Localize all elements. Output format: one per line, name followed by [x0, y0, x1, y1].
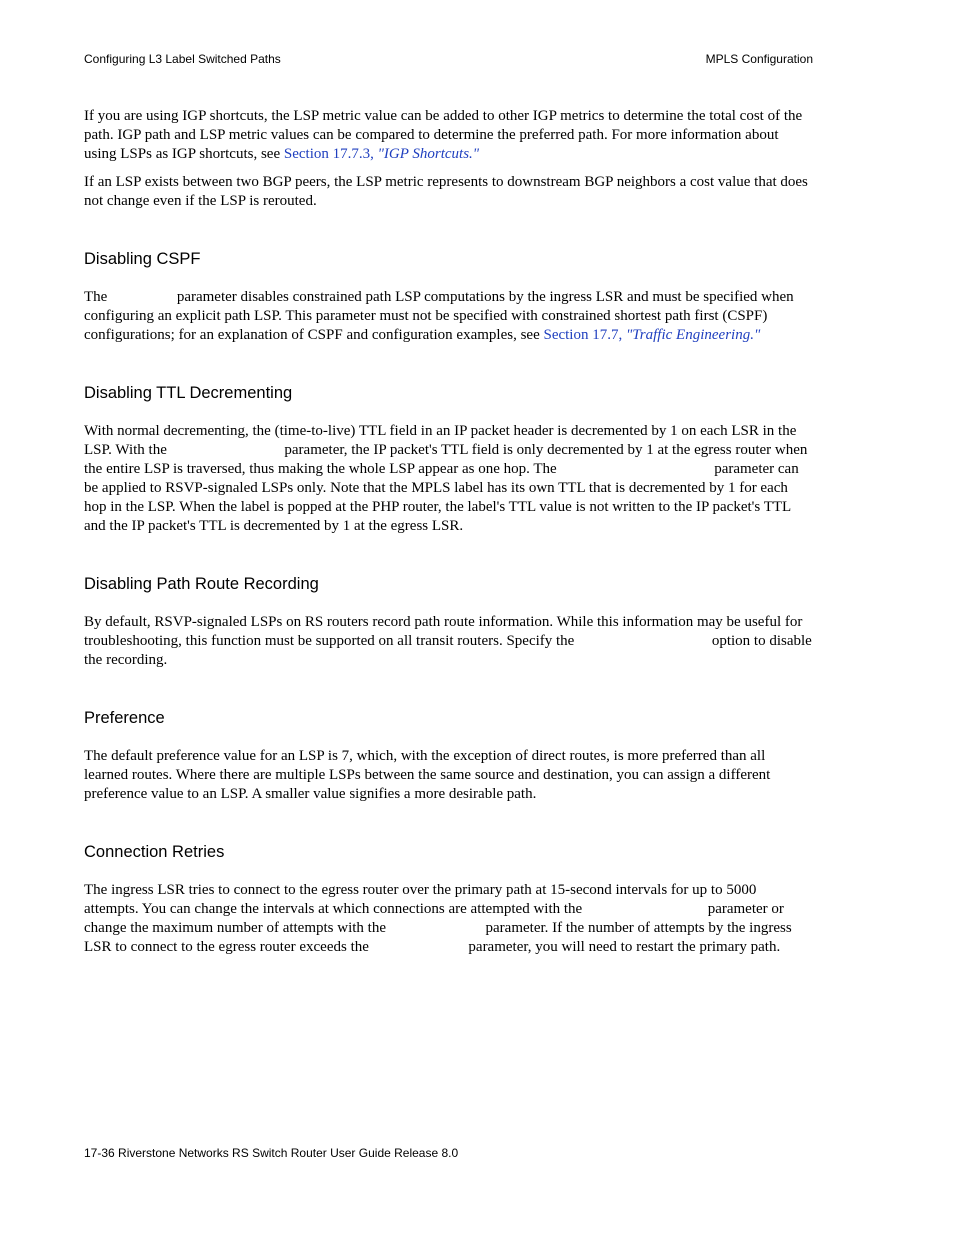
page-footer: 17-36 Riverstone Networks RS Switch Router User Guide Release 8.0 [84, 1146, 459, 1160]
retries-paragraph: The ingress LSR tries to connect to the egress router over the primary path at 15-second intervals for up to 5000 attempts. You can change the intervals at which connections are attempted with the parameter or change the maximum number of attempts with the parameter. If the number of attempts by the ingress LSR to connect to the egress router exceeds the parameter, you will need to restart the primary path. [84, 882, 792, 955]
heading-connection-retries: Connection Retries [84, 843, 225, 861]
intro-paragraph-2: If an LSP exists between two BGP peers, the LSP metric represents to downstream BGP neighbors a cost value that does not change even if the LSP is rerouted. [84, 174, 808, 209]
ttl-paragraph: With normal decrementing, the (time-to-live) TTL field in an IP packet header is decremented by 1 on each LSR in the LSP. With the parameter, the IP packet's TTL field is only decremented by 1 at the egress router when the entire LSP is traversed, thus making the whole LSP appear as one hop. The parameter can be applied to RSVP-signaled LSPs only. Note that the MPLS label has its own TTL that is decremented by 1 for each hop in the LSP. When the label is popped at the PHP router, the label's TTL value is not written to the IP packet's TTL and the IP packet's TTL is decremented by 1 at the egress LSR. [84, 423, 808, 534]
heading-disabling-ttl: Disabling TTL Decrementing [84, 384, 293, 402]
link-igp-shortcuts[interactable]: Section 17.7.3, "IGP Shortcuts." [283, 146, 480, 162]
cspf-paragraph: The parameter disables constrained path LSP computations by the ingress LSR and must be specified when configuring an explicit path LSP. This parameter must not be specified with constrained shortest path first (CSPF) configurations; for an explanation of CSPF and configuration examples, see Section 17.7, "Traffic Engineering." [84, 289, 794, 343]
heading-disabling-cspf: Disabling CSPF [84, 250, 201, 268]
running-header-left: Configuring L3 Label Switched Paths [84, 52, 281, 66]
heading-preference: Preference [84, 709, 165, 727]
preference-paragraph: The default preference value for an LSP is 7, which, with the exception of direct routes, is more preferred than all learned routes. Where there are multiple LSPs between the same source and destination, you can assign a different preference value to an LSP. A smaller value signifies a more desirable path. [84, 748, 771, 802]
intro-paragraph-1: If you are using IGP shortcuts, the LSP metric value can be added to other IGP metrics to determine the total cost of the path. IGP path and LSP metric values can be compared to determine the preferred path. For more information about using LSPs as IGP shortcuts, see Section 17.7.3, "IGP Shortcuts." [84, 108, 803, 162]
route-paragraph: By default, RSVP-signaled LSPs on RS routers record path route information. While this information may be useful for troubleshooting, this function must be supported on all transit routers. Specify the option to disable the recording. [84, 614, 812, 668]
link-traffic-engineering[interactable]: Section 17.7, "Traffic Engineering." [543, 327, 761, 343]
page-content [84, 107, 812, 966]
running-header-right: MPLS Configuration [705, 52, 813, 66]
heading-disabling-path-route: Disabling Path Route Recording [84, 575, 319, 593]
